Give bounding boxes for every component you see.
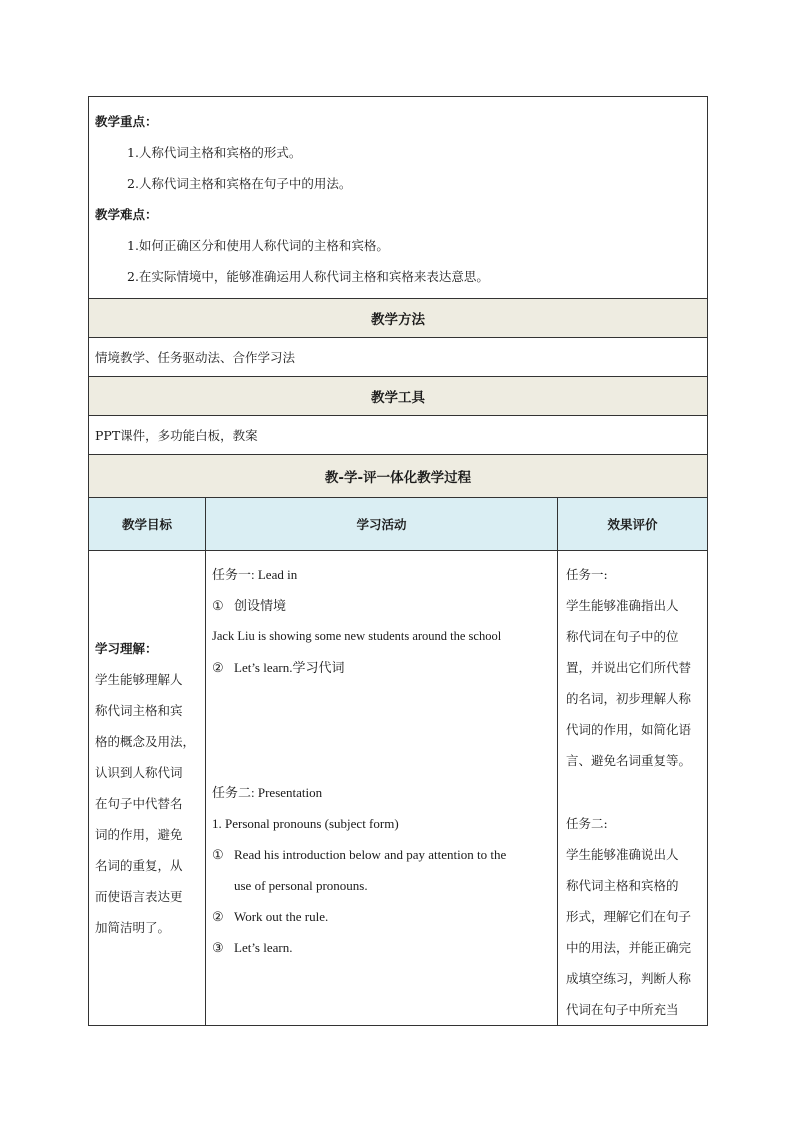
task2-step [212, 932, 551, 963]
step-number: ② [212, 660, 224, 675]
step-number: ① [212, 847, 224, 862]
goal-line: 在句子中代替名 [95, 796, 183, 811]
lesson-plan-page [88, 96, 707, 1026]
eval-line: 的名词，初步理解人称 [566, 691, 692, 706]
eval-line: 形式，理解它们在句子 [566, 909, 692, 924]
eval-line: 言、避免名词重复等。 [566, 753, 692, 768]
eval-task1-title: 任务一: [566, 567, 608, 582]
process-heading: 教-学-评一体化教学过程 [89, 455, 708, 498]
goal-line: 加简洁明了。 [95, 920, 171, 935]
step-text: Read his introduction below and pay attention to the [234, 847, 507, 862]
task2-step-continued: use of personal pronouns. [234, 878, 368, 893]
goal-line: 认识到人称代词 [95, 765, 183, 780]
goal-line: 词的作用，避免 [95, 827, 183, 842]
activities-cell [206, 551, 558, 1026]
goal-title: 学习理解： [95, 641, 158, 656]
step-text: Work out the rule. [234, 909, 329, 924]
task2-line: 1. Personal pronouns (subject form) [212, 816, 399, 831]
goal-cell [89, 551, 206, 1026]
eval-line: 学生能够准确说出人 [566, 847, 679, 862]
eval-line: 成填空练习，判断人称 [566, 971, 692, 986]
task1-step [212, 652, 551, 683]
methods-content-row [89, 338, 708, 377]
eval-line: 代词的作用，如简化语 [566, 722, 692, 737]
column-header-activities: 学习活动 [206, 498, 558, 551]
step-text: Let’s learn.学习代词 [234, 660, 345, 675]
key-points-row [89, 97, 708, 299]
step-number: ③ [212, 940, 224, 955]
difficulty-heading: 教学难点： [95, 207, 158, 222]
tools-content-row [89, 416, 708, 455]
goal-line: 而使语言表达更 [95, 889, 183, 904]
tools-content: PPT课件，多功能白板，教案 [89, 416, 708, 455]
focus-item: 1.人称代词主格和宾格的形式。 [127, 145, 302, 160]
column-header-goal: 教学目标 [89, 498, 206, 551]
task1-line: Jack Liu is showing some new students around the school [212, 629, 502, 643]
tools-header-row [89, 377, 708, 416]
eval-task2-title: 任务二: [566, 816, 608, 831]
task2-title: 任务二: Presentation [212, 785, 323, 800]
task2-step [212, 839, 551, 870]
task1-step [212, 590, 551, 621]
eval-line: 称代词在句子中的位 [566, 629, 679, 644]
process-header-row [89, 455, 708, 498]
process-content-row [89, 551, 708, 1026]
methods-content: 情境教学、任务驱动法、合作学习法 [89, 338, 708, 377]
tools-heading: 教学工具 [89, 377, 708, 416]
goal-line: 格的概念及用法， [95, 734, 196, 749]
eval-line: 代词在句子中所充当 [566, 1002, 679, 1017]
key-points-cell [89, 97, 708, 299]
step-number: ② [212, 909, 224, 924]
methods-heading: 教学方法 [89, 299, 708, 338]
eval-line: 称代词主格和宾格的 [566, 878, 679, 893]
focus-heading: 教学重点： [95, 114, 158, 129]
difficulty-item: 1.如何正确区分和使用人称代词的主格和宾格。 [127, 238, 389, 253]
focus-item: 2.人称代词主格和宾格在句子中的用法。 [127, 176, 352, 191]
difficulty-item: 2.在实际情境中，能够准确运用人称代词主格和宾格来表达意思。 [127, 269, 489, 284]
step-number: ① [212, 598, 224, 613]
eval-line: 置，并说出它们所代替 [566, 660, 692, 675]
goal-line: 名词的重复，从 [95, 858, 183, 873]
lesson-plan-table [88, 96, 708, 1026]
task1-title: 任务一: Lead in [212, 567, 298, 582]
eval-line: 中的用法，并能正确完 [566, 940, 692, 955]
goal-line: 称代词主格和宾 [95, 703, 183, 718]
goal-line: 学生能够理解人 [95, 672, 183, 687]
eval-line: 学生能够准确指出人 [566, 598, 679, 613]
task2-step [212, 901, 551, 932]
methods-header-row [89, 299, 708, 338]
process-columns-row [89, 498, 708, 551]
step-text: 创设情境 [234, 598, 287, 613]
column-header-evaluation: 效果评价 [558, 498, 708, 551]
step-text: Let’s learn. [234, 940, 293, 955]
evaluation-cell [558, 551, 708, 1026]
